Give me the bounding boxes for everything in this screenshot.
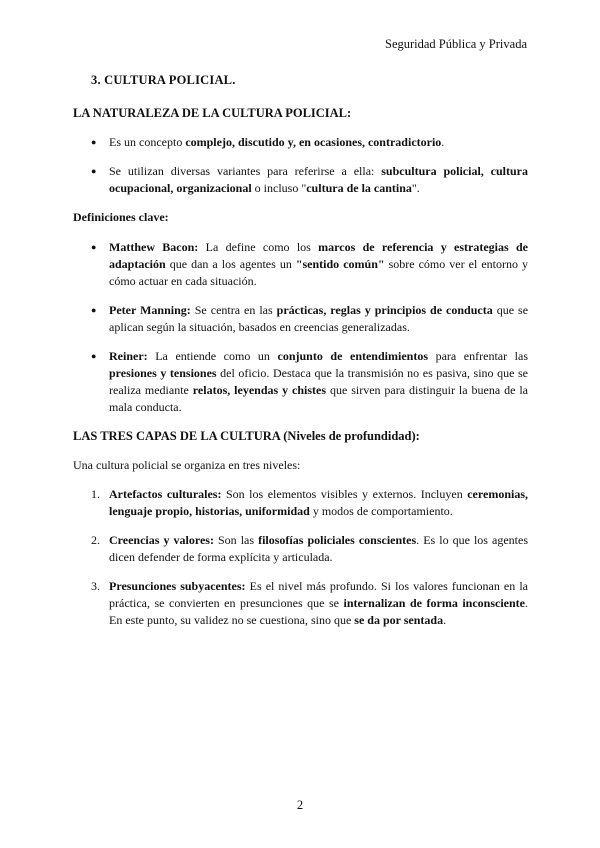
definition-item: ● Reiner: La entiende como un conjunto de entendimientos para enfrentar las presiones y tensiones del oficio. Destaca que la transmisión no es pasiva, sino que se realiza mediante relatos, leyendas y chistes que sirven para distinguir la buena de la mala conducta. [73, 348, 528, 416]
item-number: 2. [91, 533, 100, 547]
item-number: 3. [91, 579, 100, 593]
numbered-item: 2. Creencias y valores: Son las filosofías policiales conscientes. Es lo que los agentes dicen defender de forma explícita y articulada. [91, 533, 528, 564]
document-body [73, 72, 528, 641]
bullet-item: ● Se utilizan diversas variantes para referirse a ella: subcultura policial, cultura ocupacional, organizacional o incluso "cultura de la cantina". [73, 163, 528, 197]
numbered-item: 1. Artefactos culturales: Son los elementos visibles y externos. Incluyen ceremonias, lenguaje propio, historias, uniformidad y modos de comportamiento. [91, 487, 528, 518]
numbered-item: 3. Presunciones subyacentes: Es el nivel más profundo. Si los valores funcionan en la práctica, se convierten en presunciones que se internalizan de forma inconsciente. En este punto, su validez no se cuestiona, sino que se da por sentada. [91, 579, 528, 627]
naturaleza-list [73, 134, 528, 197]
definition-item: ● Matthew Bacon: La define como los marcos de referencia y estrategias de adaptación que dan a los agentes un "sentido común" sobre cómo ver el entorno y cómo actuar en cada situación. [73, 239, 528, 290]
definition-item: ● Peter Manning: Se centra en las prácticas, reglas y principios de conducta que se aplican según la situación, basados en creencias generalizadas. [73, 302, 528, 336]
capas-list [73, 486, 528, 629]
capas-intro: Una cultura policial se organiza en tres niveles: [73, 458, 301, 472]
section-title: 3. CULTURA POLICIAL. [91, 73, 236, 87]
naturaleza-heading: LA NATURALEZA DE LA CULTURA POLICIAL: [73, 106, 352, 120]
capas-heading: LAS TRES CAPAS DE LA CULTURA (Niveles de profundidad): [73, 429, 420, 443]
definiciones-heading: Definiciones clave: [73, 210, 169, 224]
page-header: Seguridad Pública y Privada [385, 37, 527, 51]
bullet-item: ● Es un concepto complejo, discutido y, en ocasiones, contradictorio. [73, 134, 528, 151]
page-number: 2 [296, 798, 304, 812]
item-number: 1. [91, 487, 100, 501]
definiciones-list [73, 239, 528, 416]
